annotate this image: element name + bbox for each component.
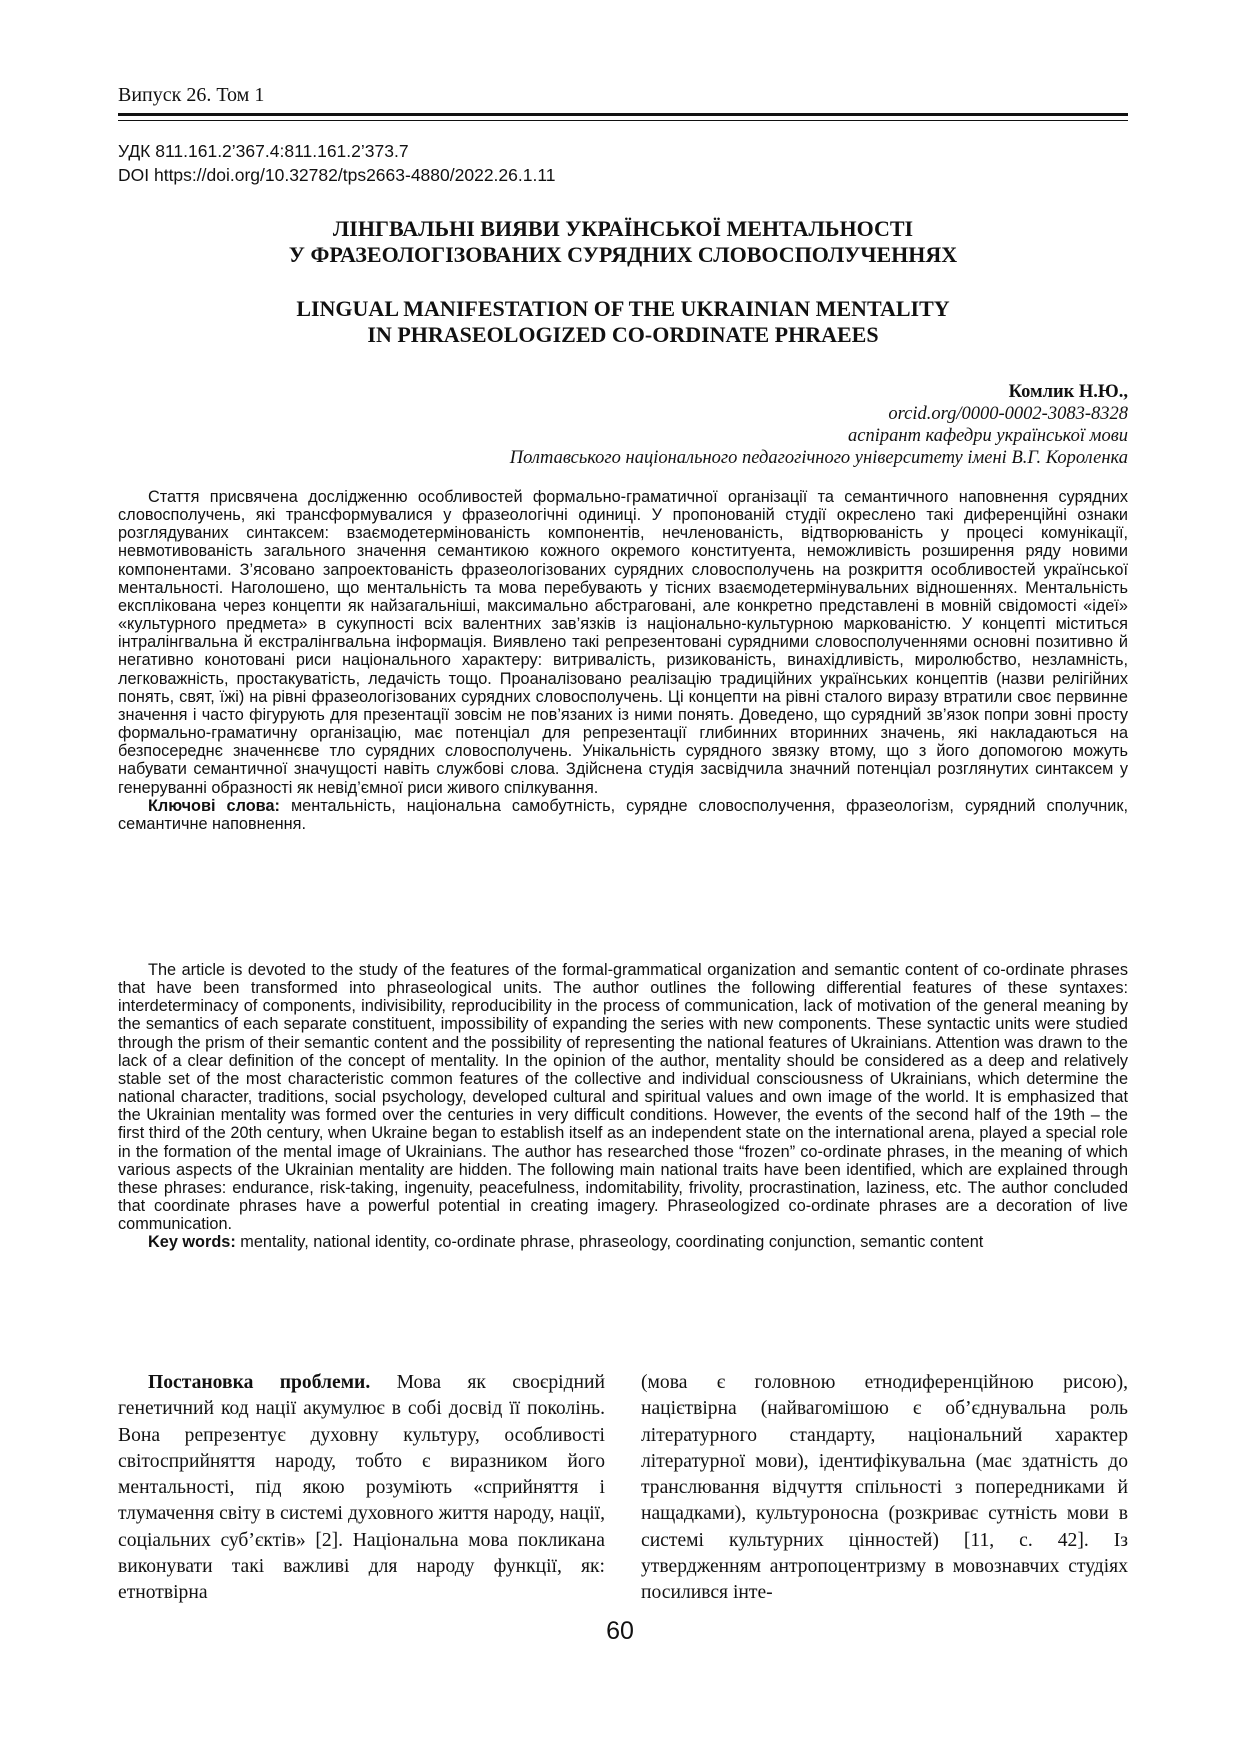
author-name: Комлик Н.Ю., xyxy=(1008,382,1128,402)
body-right-text: (мова є головною етнодиференційною рисою), націєтвірна (найвагомішою є об’єднувальна роль літературного стандарту, національний характер літературної мови), ідентифікувальна (має здатність до транслювання відчуття спільності з попередниками й нащадками), культуроносна (розкриває сутність мови в системі культурних цінностей) [11, с. 42]. Із утвердженням антропоцентризму в мовознавчих студіях посилився інте- xyxy=(641,1372,1128,1604)
title-english xyxy=(118,296,1128,348)
keywords-ua-list: ментальність, національна самобутність, сурядне словосполучення, фразеологізм, сурядний сполучник, семантичне наповнення. xyxy=(118,796,1129,833)
section-heading: Постановка проблеми. xyxy=(148,1372,371,1393)
title-ua-line-2: У ФРАЗЕОЛОГІЗОВАНИХ СУРЯДНИХ СЛОВОСПОЛУЧЕННЯХ xyxy=(288,242,958,267)
keywords-en-label: Key words: xyxy=(148,1233,236,1252)
title-ukrainian xyxy=(118,216,1128,268)
page-number: 60 xyxy=(606,1617,634,1645)
abstract-en-text: The article is devoted to the study of the features of the formal-grammatical organization and semantic content of co-ordinate phrases that have been transformed into phraseological units. The author outlines the following differential features of these syntaxes: interdeterminacy of components, indivisibility, reproducibility in the process of communication, lack of motivation of the general meaning by the semantics of each separate constituent, impossibility of expanding the series with new components. These syntactic units were studied through the prism of their semantic content and the possibility of representing the national features of Ukrainians. Attention was drawn to the lack of a clear definition of the concept of mentality. In the opinion of the author, mentality should be considered as a deep and relatively stable set of the most characteristic common features of the collective and individual consciousness of Ukrainians, which determine the national character, traditions, social psychology, developed cultural and spiritual values and own image of the world. It is emphasized that the Ukrainian mentality was formed over the centuries in very difficult conditions. However, the events of the second half of the 19th – the first third of the 20th century, when Ukraine began to establish itself as an independent state on the international arena, played a special role in the formation of the mental image of Ukrainians. The author has researched those “frozen” co-ordinate phrases, in the meaning of which various aspects of the Ukrainian mentality are hidden. The following main national traits have been identified, which are explained through these phrases: endurance, risk-taking, ingenuity, peacefulness, indomitability, frivolity, procrastination, laziness, etc. The author concluded that coordinate phrases have a powerful potential in creating imagery. Phraseologized co-ordinate phrases are a decoration of live communication. xyxy=(118,961,1128,1234)
doi-line: DOI https://doi.org/10.32782/tps2663-4880/2022.26.1.11 xyxy=(118,165,556,185)
keywords-ua-label: Ключові слова: xyxy=(148,796,280,815)
title-en-line-1: LINGUAL MANIFESTATION OF THE UKRAINIAN MENTALITY xyxy=(296,296,950,321)
author-block xyxy=(510,381,1128,469)
udc-code: УДК 811.161.2’367.4:811.161.2’373.7 xyxy=(118,141,409,161)
abstract-ukrainian xyxy=(118,488,1128,833)
author-institution: Полтавського національного педагогічного університету імені В.Г. Короленка xyxy=(509,448,1128,468)
keywords-ua xyxy=(118,797,1128,833)
author-position: аспірант кафедри української мови xyxy=(848,426,1128,446)
header-rule-thick xyxy=(118,113,1128,116)
abstract-ua-text: Стаття присвячена дослідженню особливостей формально-граматичної організації та семантичного наповнення сурядних словосполучень, які трансформувалися у фразеологічні одиниці. У пропонованій студії окреслено такі диференційні ознаки розглядуваних синтаксем: взаємодетермінованість компонентів, нечленованість, відтворюваність у процесі комунікації, невмотивованість загального значення семантикою кожного окремого конституента, неможливість розширення ряду новими компонентами. З’ясовано запроектованість фразеологізованих сурядних словосполучень на розкриття особливостей української ментальності. Наголошено, що ментальність та мова перебувають у тісних взаємодетермінувальних відношеннях. Ментальність експлікована через концепти як найзагальніші, максимально абстраговані, але конкретно представлені в мовній свідомості «ідеї» «культурного предмета» в сукупності всіх валентних зав’язків із національно-культурною маркованістю. У концепті міститься інтралінгвальна й екстралінгвальна інформація. Виявлено такі репрезентовані сурядними словосполученнями основні позитивно й негативно конотовані риси національного характеру: витривалість, ризикованість, винахідливість, миролюбство, незламність, легковажність, простакуватість, ледачість тощо. Проаналізовано реалізацію традиційних українських концептів (назви релігійних понять, свят, їжі) на рівні фразеологізованих сурядних словосполучень. Ці концепти на рівні сталого виразу втратили своє первинне значення і часто фігурують для презентації зовсім не пов’язаних із ними понять. Доведено, що сурядний зв’язок попри зовні просту формально-граматичну організацію, має потенціал для репрезентації глибинних вторинних значень, які накладаються на безпосереднє значеннєве тло сурядних словосполучень. Унікальність сурядного звязку втому, що з його допомогою можуть набувати семантичної значущості навіть службові слова. Здійснена студія засвідчила значний потенціал розглянутих синтаксем у генеруванні образності як невід’ємної риси живого спілкування. xyxy=(118,488,1128,797)
body-paragraph xyxy=(118,1370,605,1607)
title-ua-line-1: ЛІНГВАЛЬНІ ВИЯВИ УКРАЇНСЬКОЇ МЕНТАЛЬНОСТІ xyxy=(332,216,914,241)
abstract-english xyxy=(118,961,1128,1252)
title-en-line-2: IN PHRASEOLOGIZED CO-ORDINATE PHRAEES xyxy=(367,322,879,347)
author-orcid: orcid.org/0000-0002-3083-8328 xyxy=(888,404,1128,424)
body-column-left xyxy=(118,1370,605,1607)
header-rule-thin xyxy=(118,120,1128,121)
running-head: Випуск 26. Том 1 xyxy=(118,84,265,106)
body-column-right xyxy=(641,1370,1128,1607)
article-meta xyxy=(118,139,556,187)
keywords-en xyxy=(118,1233,1128,1251)
body-left-text: Мова як своєрідний генетичний код нації акумулює в собі досвід її поколінь. Вона репрезентує духовну культуру, особливості світосприйняття народу, тобто є виразником його ментальності, під якою розуміють «сприйняття і тлумачення світу в системі духовного життя народу, нації, соціальних суб’єктів» [2]. Національна мова покликана виконувати такі важливі для народу функції, як: етнотвірна xyxy=(118,1372,605,1604)
keywords-en-list: mentality, national identity, co-ordinate phrase, phraseology, coordinating conjunction, semantic content xyxy=(235,1233,984,1252)
